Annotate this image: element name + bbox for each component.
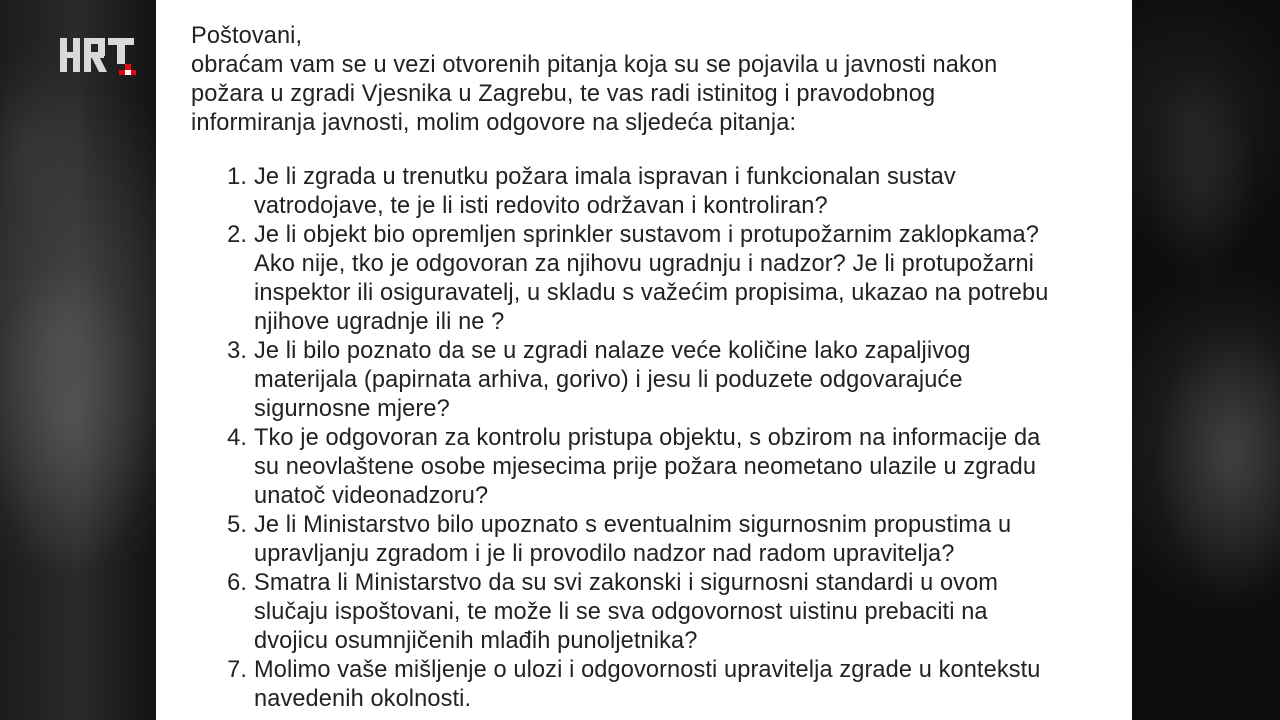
question-line: upravljanju zgradom i je li provodilo nadzor nad radom upravitelja? xyxy=(254,541,955,567)
question-item xyxy=(191,163,1096,221)
hrt-logo-icon xyxy=(58,36,136,76)
question-number: 3. xyxy=(227,338,247,364)
question-list xyxy=(191,163,1096,714)
question-text xyxy=(254,656,1096,714)
question-text xyxy=(254,511,1096,569)
intro-line: informiranja javnosti, molim odgovore na sljedeća pitanja: xyxy=(191,110,797,136)
question-line: dvojicu osumnjičenih mlađih punoljetnika? xyxy=(254,628,698,654)
question-line: njihove ugradnje ili ne ? xyxy=(254,309,505,335)
question-item xyxy=(191,337,1096,424)
background-blur-left xyxy=(0,0,156,720)
question-line: sigurnosne mjere? xyxy=(254,396,450,422)
question-number: 6. xyxy=(227,570,247,596)
question-line: Ako nije, tko je odgovoran za njihovu ugradnju i nadzor? Je li protupožarni xyxy=(254,251,1035,277)
letter-document xyxy=(156,0,1132,720)
question-number: 5. xyxy=(227,512,247,538)
question-text xyxy=(254,424,1096,511)
intro-line: obraćam vam se u vezi otvorenih pitanja koja su se pojavila u javnosti nakon xyxy=(191,52,998,78)
question-line: navedenih okolnosti. xyxy=(254,686,472,712)
question-item xyxy=(191,511,1096,569)
question-text xyxy=(254,569,1096,656)
question-item xyxy=(191,569,1096,656)
letter-intro xyxy=(191,51,1051,138)
question-item xyxy=(191,656,1096,714)
question-item xyxy=(191,221,1096,337)
question-line: inspektor ili osiguravatelj, u skladu s važećim propisima, ukazao na potrebu xyxy=(254,280,1049,306)
question-line: slučaju ispoštovani, te može li se sva odgovornost uistinu prebaciti na xyxy=(254,599,988,625)
question-line: su neovlaštene osobe mjesecima prije požara neometano ulazile u zgradu xyxy=(254,454,1037,480)
question-line: Je li bilo poznato da se u zgradi nalaze veće količine lako zapaljivog xyxy=(254,338,971,364)
intro-line: požara u zgradi Vjesnika u Zagrebu, te vas radi istinitog i pravodobnog xyxy=(191,81,936,107)
question-line: Je li objekt bio opremljen sprinkler sustavom i protupožarnim zaklopkama? xyxy=(254,222,1039,248)
question-text xyxy=(254,337,1096,424)
question-number: 4. xyxy=(227,425,247,451)
question-number: 1. xyxy=(227,164,247,190)
letter-salutation: Poštovani, xyxy=(191,23,303,49)
question-line: materijala (papirnata arhiva, gorivo) i jesu li poduzete odgovarajuće xyxy=(254,367,963,393)
question-item xyxy=(191,424,1096,511)
question-text xyxy=(254,163,1096,221)
question-line: Smatra li Ministarstvo da su svi zakonski i sigurnosni standardi u ovom xyxy=(254,570,999,596)
question-line: Molimo vaše mišljenje o ulozi i odgovornosti upravitelja zgrade u kontekstu xyxy=(254,657,1041,683)
question-line: Je li Ministarstvo bilo upoznato s eventualnim sigurnosnim propustima u xyxy=(254,512,1012,538)
question-line: vatrodojave, te je li isti redovito održavan i kontroliran? xyxy=(254,193,828,219)
question-number: 2. xyxy=(227,222,247,248)
question-number: 7. xyxy=(227,657,247,683)
question-line: Tko je odgovoran za kontrolu pristupa objektu, s obzirom na informacije da xyxy=(254,425,1041,451)
question-text xyxy=(254,221,1096,337)
question-line: Je li zgrada u trenutku požara imala ispravan i funkcionalan sustav xyxy=(254,164,956,190)
question-line: unatoč videonadzoru? xyxy=(254,483,489,509)
background-blur-right xyxy=(1132,0,1280,720)
